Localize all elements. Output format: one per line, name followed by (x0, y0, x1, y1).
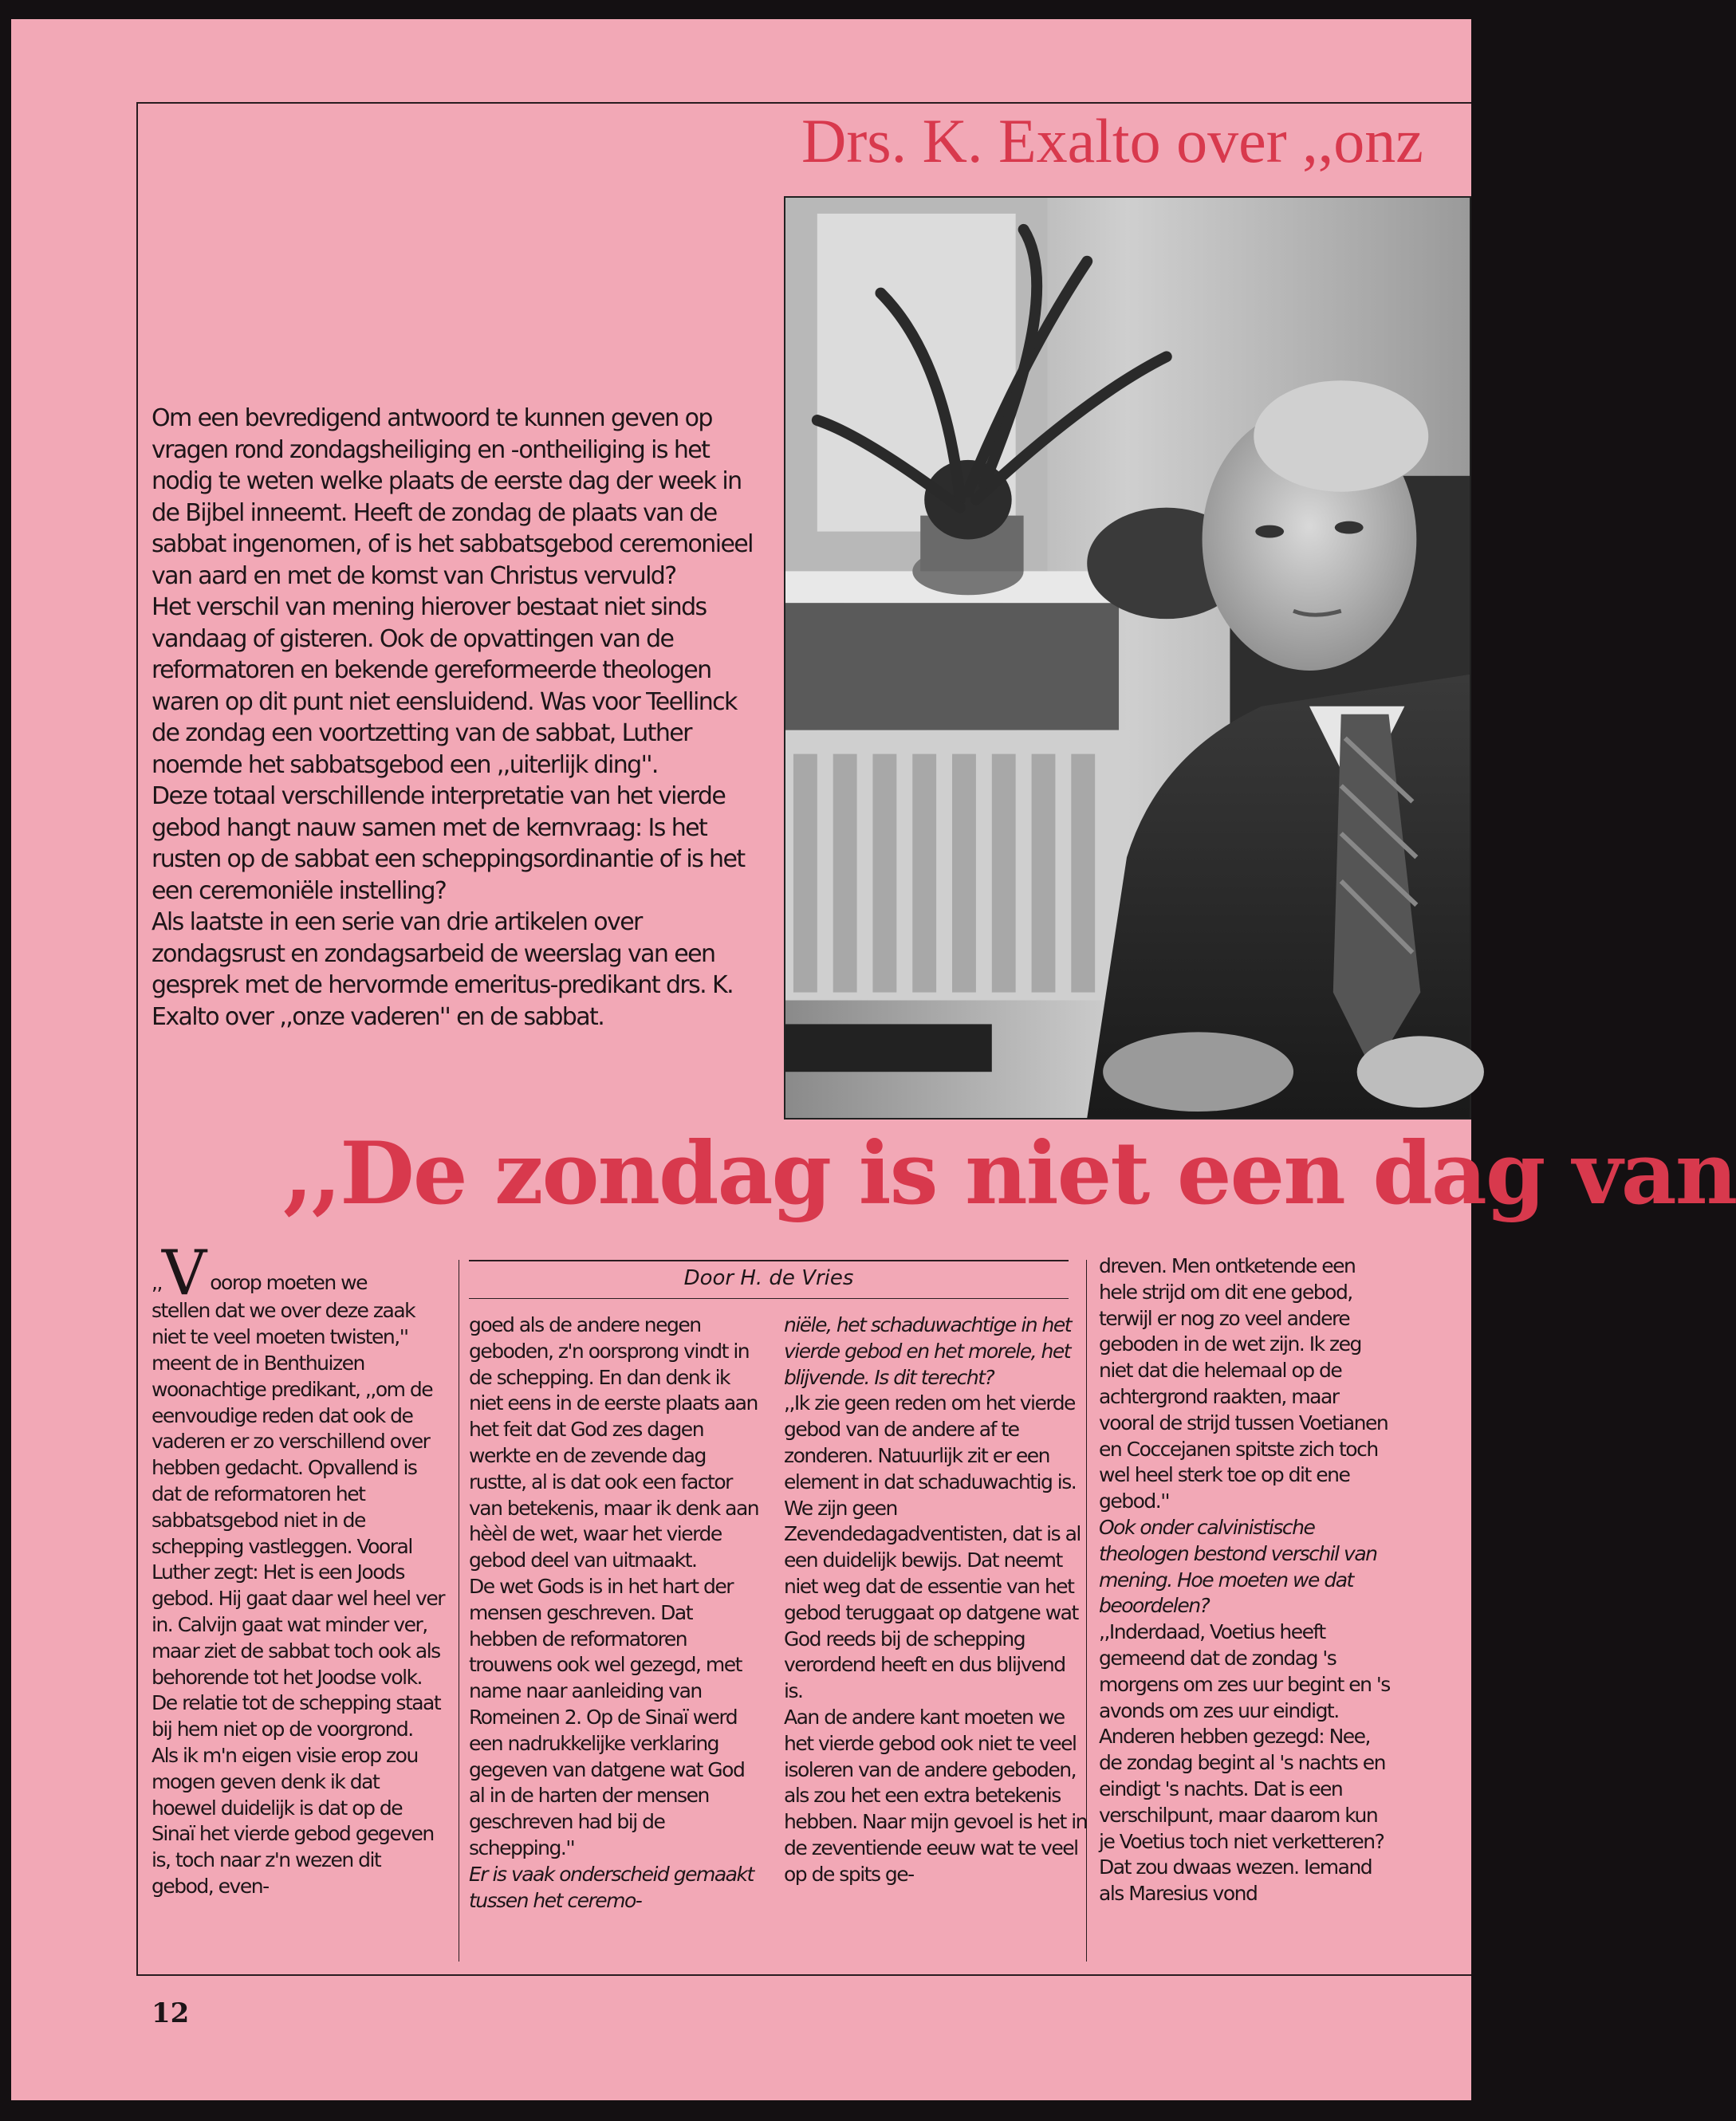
intro-paragraph: Deze totaal verschillende interpretatie van het vierde gebod hangt nauw samen met de kernvraag: Is het rusten op de sabbat een scheppingsordinantie of is het een ceremoniële instelling? (152, 782, 745, 905)
interview-question: niële, het schaduwachtige in het vierde gebod en het morele, het blijvende. Is dit terecht? (784, 1313, 1072, 1389)
article-column-3 (784, 1312, 1087, 1888)
article-paragraph: dreven. Men ontketende een hele strijd om dit ene gebod, terwijl er nog zo veel andere geboden in de wet zijn. Ik zeg niet dat die helemaal op de achtergrond raakten, maar vooral de strijd tussen Voetianen en Coccejanen spitste zich toch wel heel sterk toe op dit ene gebod.'' (1099, 1254, 1388, 1513)
drop-cap: V (161, 1238, 207, 1309)
portrait-photo-icon (785, 198, 1470, 1118)
intro-lead (152, 403, 758, 1033)
page-number: 12 (152, 1997, 190, 2029)
intro-paragraph: Als laatste in een serie van drie artikelen over zondagsrust en zondagsarbeid de weerslag van een gesprek met de hervormde emeritus-predikant drs. K. Exalto over ,,onze vaderen'' en de sabbat. (152, 908, 734, 1031)
article-column-1 (152, 1238, 447, 1900)
article-column-2 (469, 1312, 764, 1914)
article-paragraph: Als ik m'n eigen visie erop zou mogen geven denk ik dat hoewel duidelijk is dat op de Sinaï het vierde gebod gegeven is, toch naar z'n wezen dit gebod, even- (152, 1743, 434, 1898)
frame-rule-top (136, 102, 1471, 104)
opening-quote: ,, (152, 1271, 162, 1294)
opening-line (152, 1238, 447, 1309)
byline-rule (469, 1260, 1069, 1261)
article-paragraph: goed als de andere negen geboden, z'n oorsprong vindt in de schepping. En dan denk ik niet eens in de eerste plaats aan het feit dat God zes dagen werkte en de zevende dag rustte, al is dat ook een factor van betekenis, maar ik denk aan hèèl de wet, waar het vierde gebod deel van uitmaakt. (469, 1313, 759, 1572)
scan-border-left (0, 0, 11, 2121)
opening-words: oorop moeten we (210, 1271, 368, 1294)
scan-border-bottom (0, 2100, 1471, 2121)
article-paragraph: ,,Ik zie geen reden om het vierde gebod van de andere af te zonderen. Natuurlijk zit er een element in dat schaduwachtig is. We zijn geen Zevendedagadventisten, dat is al een duidelijk bewijs. Dat neemt niet weg dat de essentie van het gebod teruggaat op datgene wat God reeds bij de schepping verordend heeft en dus blijvend is. (784, 1391, 1081, 1703)
byline: Door H. de Vries (683, 1266, 854, 1290)
article-paragraph: De wet Gods is in het hart der mensen geschreven. Dat hebben de reformatoren trouwens ook wel gezegd, met name naar aanleiding van Romeinen 2. Op de Sinaï werd een nadrukkelijke verklaring gegeven van datgene wat God al in de harten der mensen geschreven had bij de schepping.'' (469, 1574, 745, 1859)
intro-paragraph: Om een bevredigend antwoord te kunnen geven op vragen rond zondagsheiliging en -ontheiliging is het nodig te weten welke plaats de eerste dag der week in de Bijbel inneemt. Heeft de zondag de plaats van de sabbat ingenomen, of is het sabbatsgebod ceremonieel van aard en met de komst van Christus vervuld? (152, 404, 753, 590)
frame-rule-left (136, 102, 138, 1976)
main-headline: ,,De zondag is niet een dag van (283, 1123, 1736, 1224)
intro-paragraph: Het verschil van mening hierover bestaat niet sinds vandaag of gisteren. Ook de opvattingen van de reformatoren en bekende gereformeerde theologen waren op dit punt niet eensluidend. Was voor Teellinck de zondag een voortzetting van de sabbat, Luther noemde het sabbatsgebod een ,,uiterlijk ding''. (152, 593, 737, 779)
scan-border-top (0, 0, 1471, 19)
article-paragraph: ,,Inderdaad, Voetius heeft gemeend dat de zondag 's morgens om zes uur begint en 's avonds om zes uur eindigt. Anderen hebben gezegd: Nee, de zondag begint al 's nachts en eindigt 's nachts. Dat is een verschilpunt, maar daarom kun je Voetius toch niet verketteren? Dat zou dwaas wezen. Iemand als Maresius vond (1099, 1620, 1390, 1906)
byline-rule (469, 1298, 1069, 1299)
article-paragraph: stellen dat we over deze zaak niet te veel moeten twisten,'' meent de in Benthuizen woonachtige predikant, ,,om de eenvoudige reden dat ook de vaderen er zo verschillend over hebben gedacht. Opvallend is dat de reformatoren het sabbatsgebod niet in de schepping vastleggen. Vooral Luther zegt: Het is een Joods gebod. Hij gaat daar wel heel ver in. Calvijn gaat wat minder ver, maar ziet de sabbat toch ook als behorende tot het Joodse volk. De relatie tot de schepping staat bij hem niet op de voorgrond. (152, 1299, 444, 1741)
interview-question: Ook onder calvinistische theologen bestond verschil van mening. Hoe moeten we dat beoordelen? (1099, 1515, 1377, 1618)
top-headline: Drs. K. Exalto over ,,onz (801, 106, 1423, 175)
article-column-4 (1099, 1253, 1394, 1907)
portrait-photo (784, 196, 1471, 1120)
article-paragraph: Aan de andere kant moeten we het vierde gebod ook niet te veel isoleren van de andere geboden, als zou het een extra betekenis hebben. Naar mijn gevoel is het in de zeventiende eeuw wat te veel op de spits ge- (784, 1705, 1087, 1886)
frame-rule-bottom (136, 1974, 1471, 1976)
interview-question: Er is vaak onderscheid gemaakt tussen het ceremo- (469, 1862, 754, 1912)
